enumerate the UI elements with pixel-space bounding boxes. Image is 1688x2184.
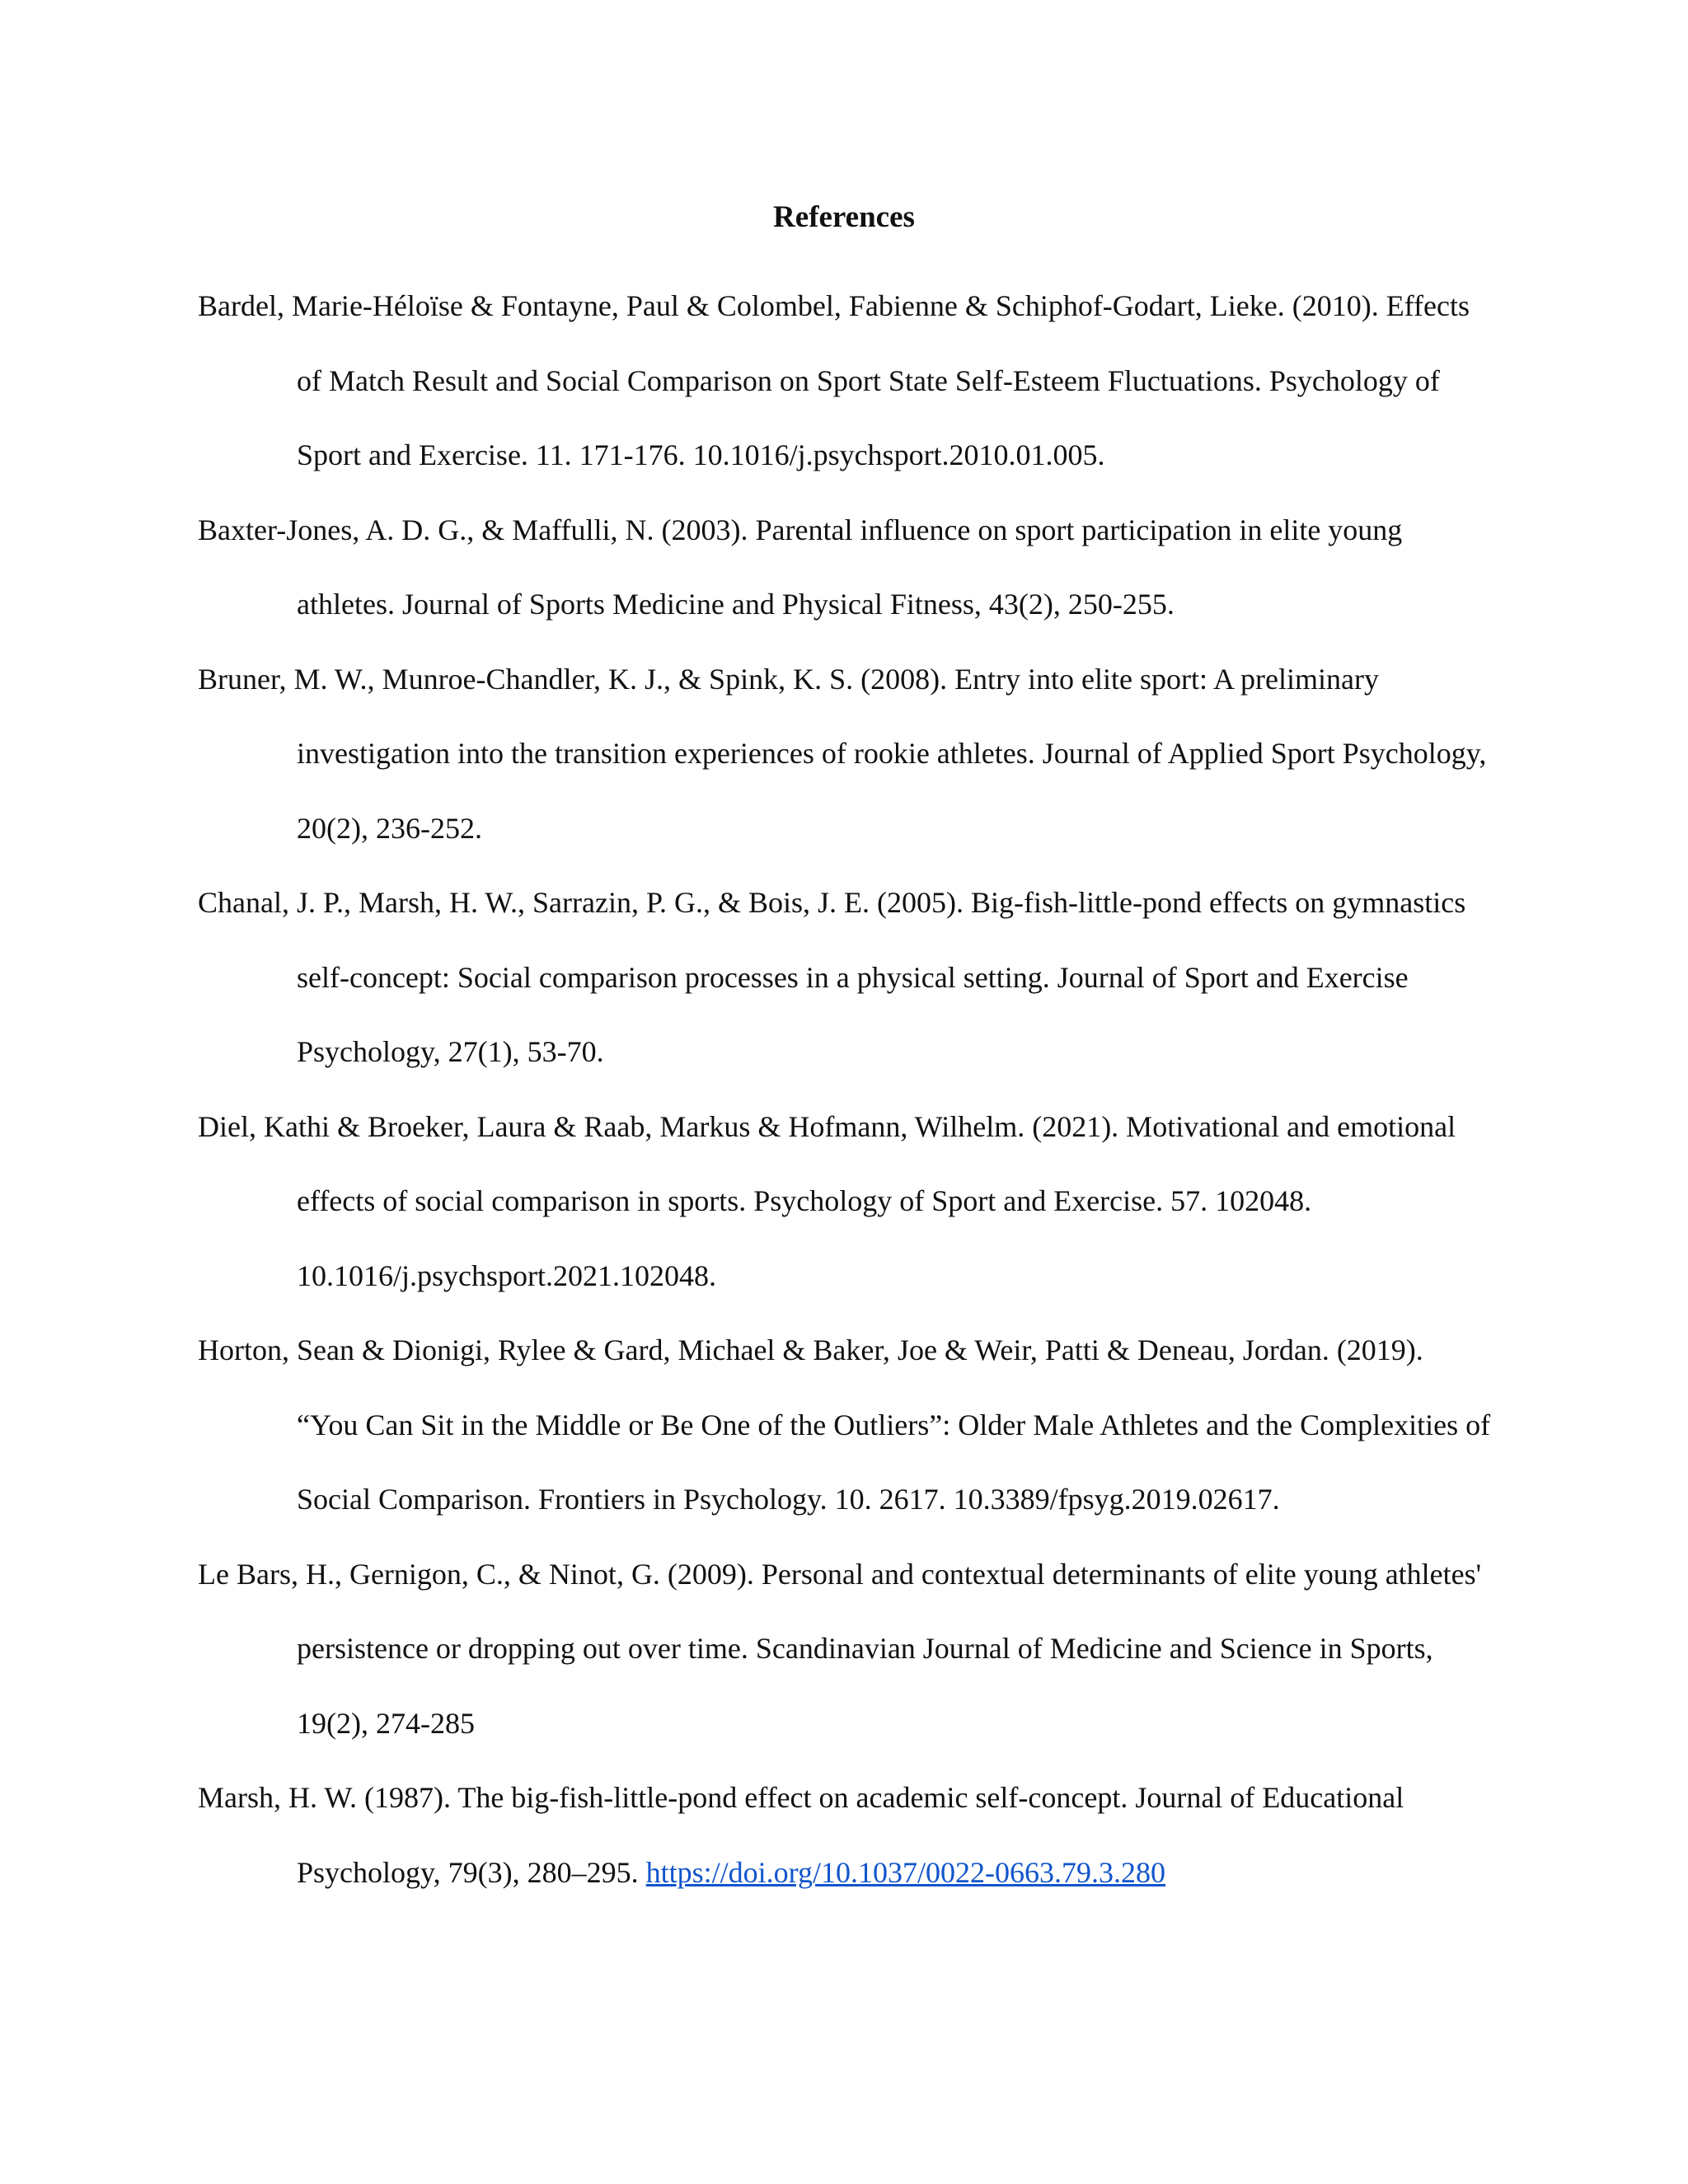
reference-entry: [198, 1090, 1492, 1314]
reference-entry: [198, 493, 1492, 642]
reference-entry: [198, 269, 1492, 493]
reference-entry: [198, 1537, 1492, 1761]
reference-text: Bardel, Marie-Héloïse & Fontayne, Paul & Colombel, Fabienne & Schiphof-Godart, Lieke. (2010). Effects of Match Result and Social Comparison on Sport State Self-Esteem Fluctuations. Psychology of Sport and Exercise. 11. 171-176. 10.1016/j.psychsport.2010.01.005.: [198, 289, 1470, 471]
reference-entry: [198, 642, 1492, 866]
reference-text: Diel, Kathi & Broeker, Laura & Raab, Markus & Hofmann, Wilhelm. (2021). Motivational and emotional effects of social comparison in sports. Psychology of Sport and Exercise. 57. 102048. 10.1016/j.psychsport.2021.102048.: [198, 1109, 1456, 1292]
page-title: References: [773, 200, 915, 234]
reference-text: Bruner, M. W., Munroe-Chandler, K. J., & Spink, K. S. (2008). Entry into elite sport: A preliminary investigation into the transition experiences of rookie athletes. Journal of Applied Sport Psychology, 20(2), 236-252.: [198, 662, 1487, 845]
reference-list: [198, 269, 1492, 1910]
reference-entry: [198, 1760, 1492, 1910]
reference-text: Le Bars, H., Gernigon, C., & Ninot, G. (2009). Personal and contextual determinants of elite young athletes' persistence or dropping out over time. Scandinavian Journal of Medicine and Science in Sports, 19(2), 274-285: [198, 1557, 1482, 1740]
reference-entry: [198, 865, 1492, 1090]
reference-entry: [198, 1313, 1492, 1537]
reference-text: Horton, Sean & Dionigi, Rylee & Gard, Michael & Baker, Joe & Weir, Patti & Deneau, Jordan. (2019). “You Can Sit in the Middle or Be One of the Outliers”: Older Male Athletes and the Complexities of Social Comparison. Frontiers in Psychology. 10. 2617. 10.3389/fpsyg.2019.02617.: [198, 1333, 1491, 1516]
reference-text: Marsh, H. W. (1987). The big-fish-little-pond effect on academic self-concept. Journal of Educational Psychology, 79(3), 280–295.: [198, 1781, 1404, 1889]
reference-text: Baxter-Jones, A. D. G., & Maffulli, N. (2003). Parental influence on sport participation in elite young athletes. Journal of Sports Medicine and Physical Fitness, 43(2), 250-255.: [198, 513, 1403, 621]
reference-text: Chanal, J. P., Marsh, H. W., Sarrazin, P. G., & Bois, J. E. (2005). Big-fish-little-pond effects on gymnastics self-concept: Social comparison processes in a physical setting. Journal of Sport and Exercise Psychology, 27(1), 53-70.: [198, 886, 1466, 1068]
doi-link[interactable]: https://doi.org/10.1037/0022-0663.79.3.280: [645, 1855, 1166, 1889]
